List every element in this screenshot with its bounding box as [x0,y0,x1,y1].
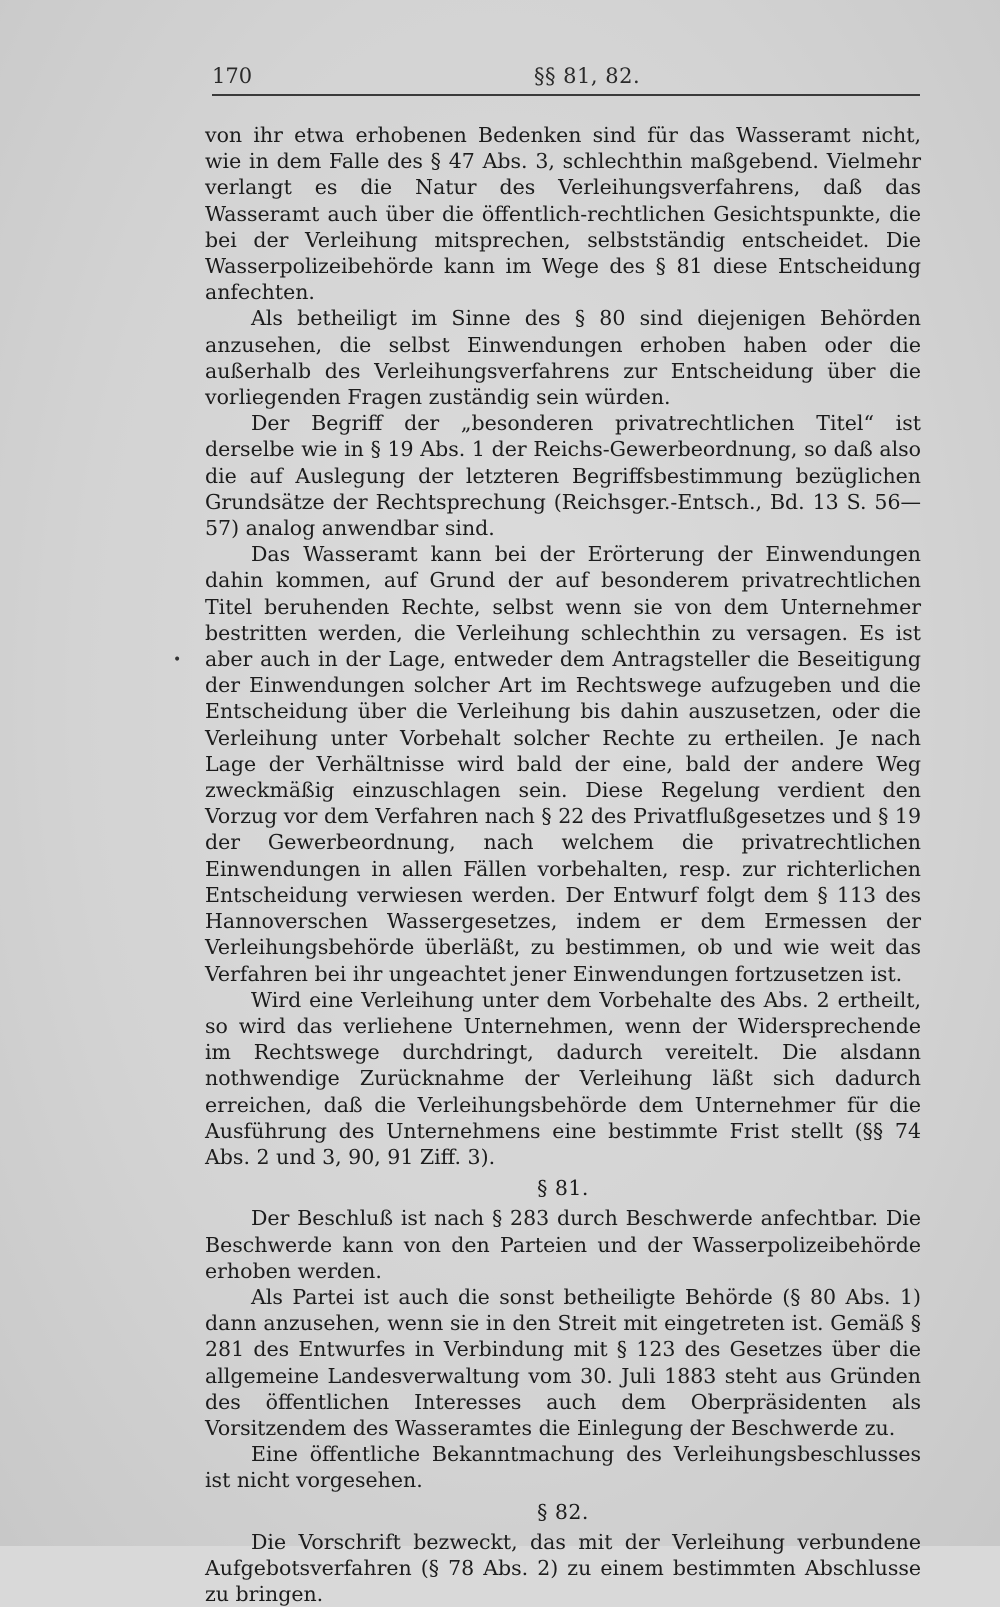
paragraph: Das Wasseramt kann bei der Erörterung der Einwendungen dahin kommen, auf Grund der auf besonderem privatrechtlichen Titel beruhenden Rechte, selbst wenn sie von dem Unternehmer bestritten werden, die Verleihung schlechthin zu versagen. Es ist aber auch in der Lage, entweder dem Antragsteller die Beseitigung der Einwendungen solcher Art im Rechtswege aufzugeben und die Entscheidung über die Verleihung bis dahin auszusetzen, oder die Verleihung unter Vorbehalt solcher Rechte zu ertheilen. Je nach Lage der Verhältnisse wird bald der eine, bald der andere Weg zweckmäßig einzuschlagen sein. Diese Regelung verdient den Vorzug vor dem Verfahren nach § 22 des Privatflußgesetzes und § 19 der Gewerbeordnung, nach welchem die privatrechtlichen Einwendungen in allen Fällen vorbehalten, resp. zur richterlichen Entscheidung verwiesen werden. Der Entwurf folgt dem § 113 des Hannoverschen Wassergesetzes, indem er dem Ermessen der Verleihungsbehörde überläßt, zu bestimmen, ob und wie weit das Verfahren bei ihr ungeachtet jener Einwendungen fortzusetzen ist. [205,542,921,986]
paragraph: Die Vorschrift bezweckt, das mit der Verleihung verbundene Aufgebotsverfahren (§ 78 Abs. 2) zu einem bestimmten Abschlusse zu bringen. [205,1529,921,1607]
running-head: §§ 81, 82. [534,64,641,88]
page-number: 170 [212,64,253,88]
section-heading-81: § 81. [537,1176,589,1201]
paragraph: Als betheiligt im Sinne des § 80 sind diejenigen Behörden anzusehen, die selbst Einwendungen erhoben haben oder die außerhalb des Verleihungsverfahrens zur Entscheidung über die vorliegenden Fragen zuständig sein würden. [205,306,921,410]
page-body [205,122,921,1607]
paragraph: Eine öffentliche Bekanntmachung des Verleihungsbeschlusses ist nicht vorgesehen. [205,1442,921,1493]
header-rule [212,94,920,96]
paragraph-continuation: von ihr etwa erhobenen Bedenken sind für das Wasseramt nicht, wie in dem Falle des § 47 Abs. 3, schlechthin maßgebend. Vielmehr verlangt es die Natur des Verleihungsverfahrens, daß das Wasseramt auch über die öffentlich-rechtlichen Gesichtspunkte, die bei der Verleihung mitsprechen, selbstständig entscheidet. Die Wasserpolizeibehörde kann im Wege des § 81 diese Entscheidung anfechten. [205,123,921,305]
paragraph: Wird eine Verleihung unter dem Vorbehalte des Abs. 2 ertheilt, so wird das verliehene Unternehmen, wenn der Widersprechende im Rechtswege durchdringt, dadurch vereitelt. Die alsdann nothwendige Zurücknahme der Verleihung läßt sich dadurch erreichen, daß die Verleihungsbehörde dem Unternehmer für die Ausführung des Unternehmens eine bestimmte Frist stellt (§§ 74 Abs. 2 und 3, 90, 91 Ziff. 3). [205,987,921,1169]
page-header [212,62,920,98]
paragraph: Als Partei ist auch die sonst betheiligte Behörde (§ 80 Abs. 1) dann anzusehen, wenn sie in den Streit mit eingetreten ist. Gemäß § 281 des Entwurfes in Verbindung mit § 123 des Gesetzes über die allgemeine Landesverwaltung vom 30. Juli 1883 steht aus Gründen des öffentlichen Interesses auch dem Oberpräsidenten als Vorsitzendem des Wasseramtes die Einlegung der Beschwerde zu. [205,1284,921,1440]
paragraph: Der Begriff der „besonderen privatrechtlichen Titel“ ist derselbe wie in § 19 Abs. 1 der Reichs-Gewerbeordnung, so daß also die auf Auslegung der letzteren Begriffsbestimmung bezüglichen Grundsätze der Rechtsprechung (Reichsger.-Entsch., Bd. 13 S. 56—57) analog anwendbar sind. [205,411,921,541]
paragraph: Der Beschluß ist nach § 283 durch Beschwerde anfechtbar. Die Beschwerde kann von den Parteien und der Wasserpolizeibehörde erhoben werden. [205,1206,921,1283]
section-heading-82: § 82. [537,1499,589,1524]
margin-mark: • [173,652,182,668]
